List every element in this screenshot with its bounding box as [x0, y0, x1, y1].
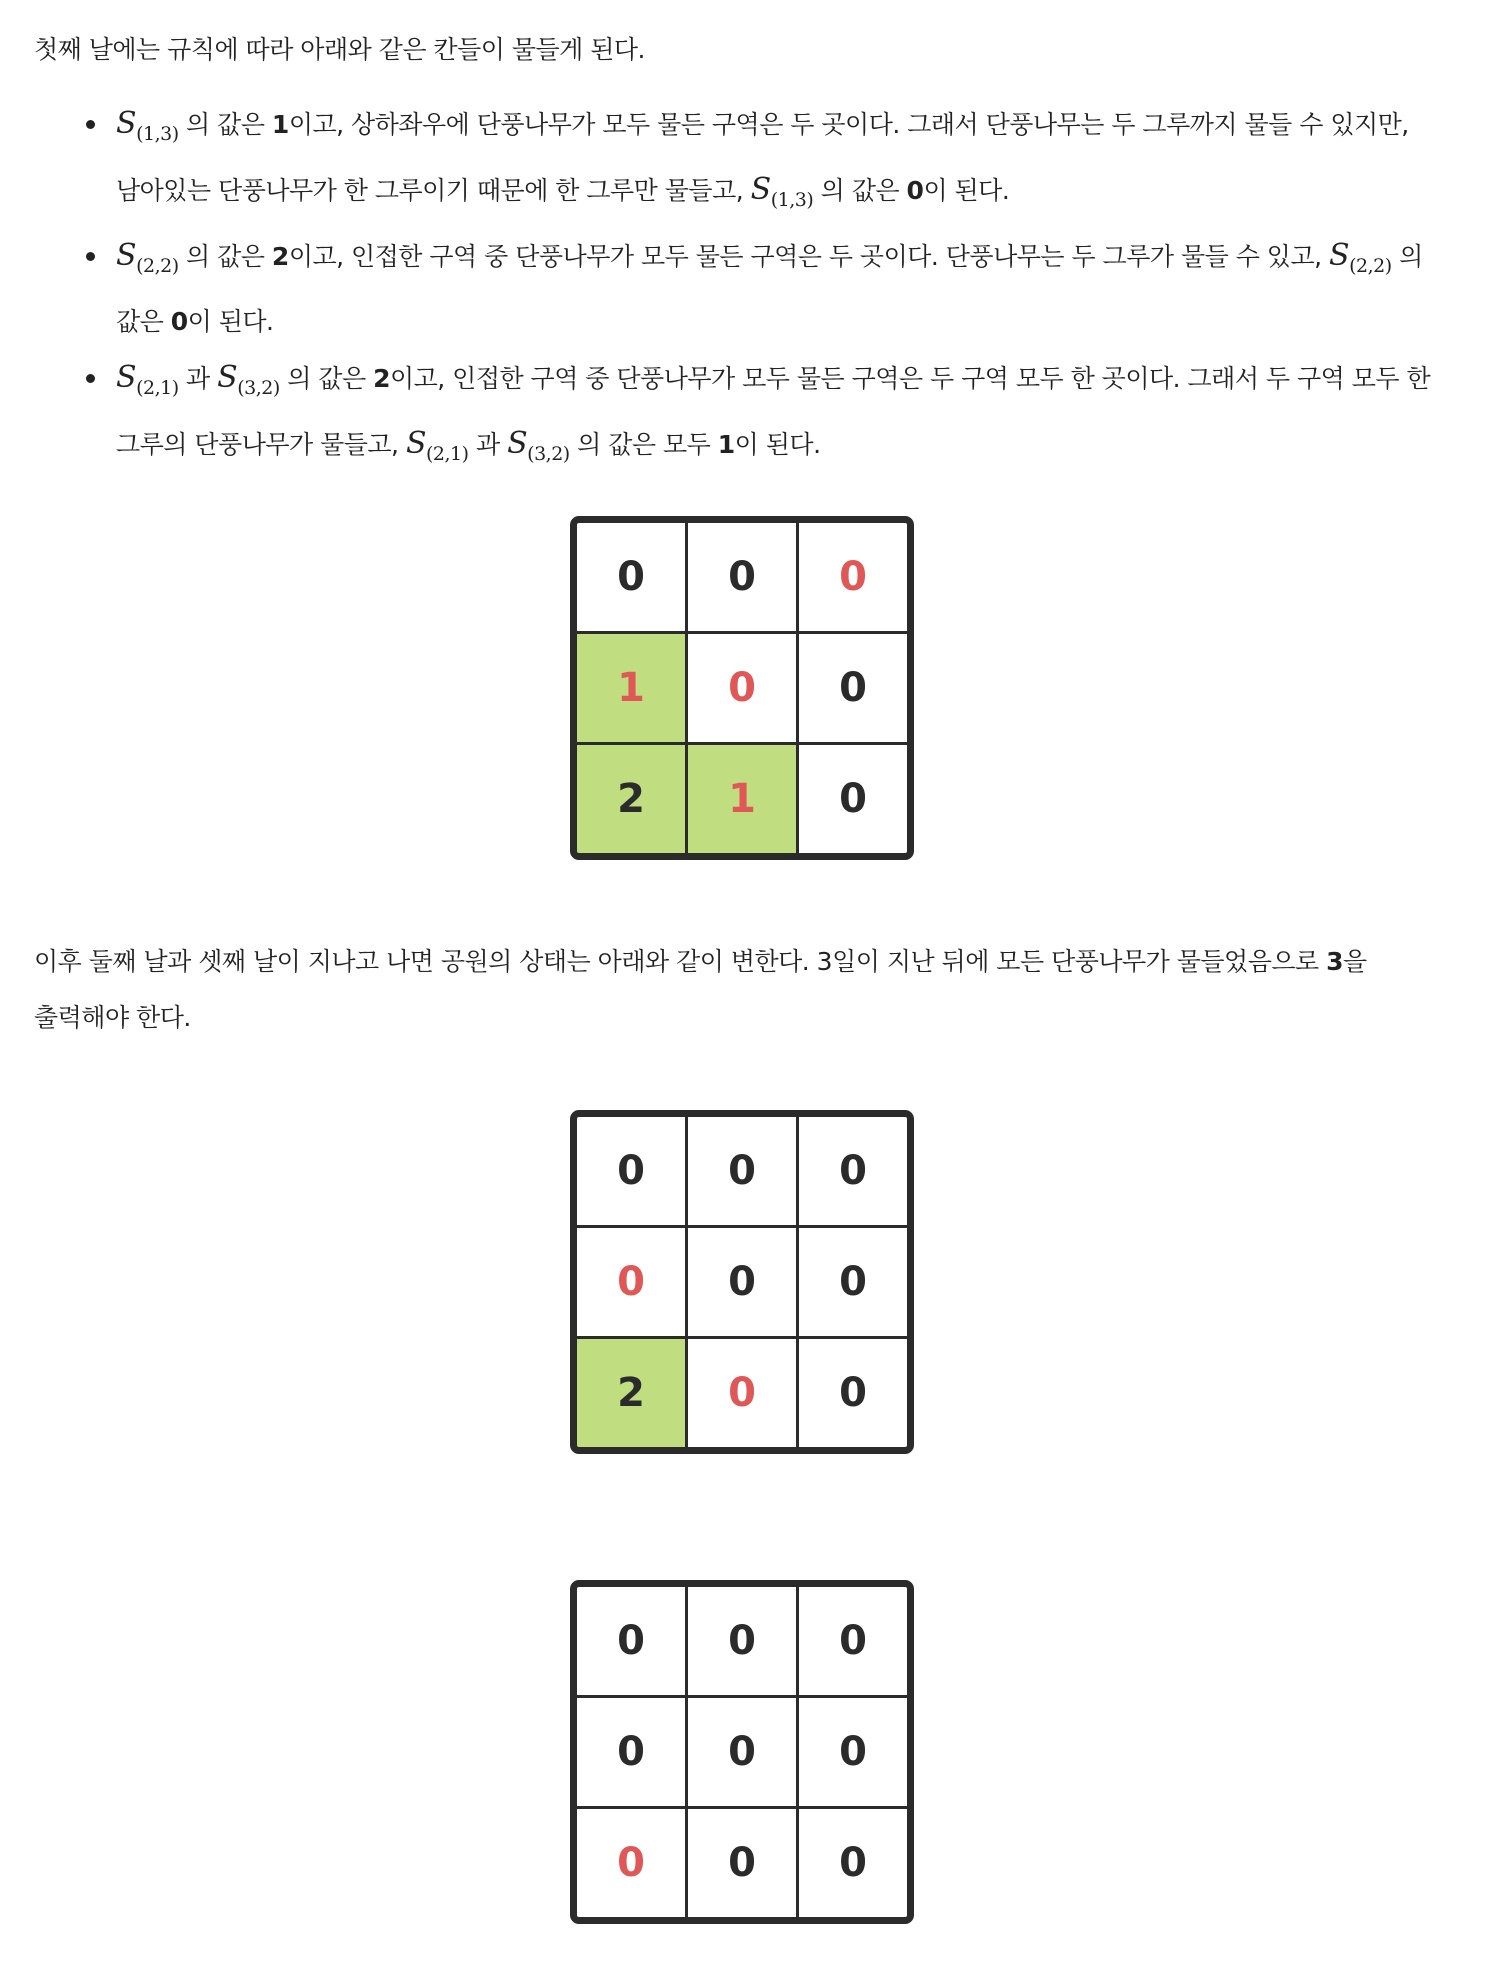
grid-cell: 0 [577, 1117, 685, 1225]
list-item: $S_{(2,1)}$ 과 $S_{(3,2)}$ 의 값은 2이고, 인접한 구역 중 단풍나무가 모두 물든 구역은 두 구역 모두 한 곳이다. 그래서 두 구역 모두 한 그루의 단풍나무가 물들고, $S_{(2,1)}$ 과 $S_{(3,2)}$ 의 값은 모두 1이 된다. [86, 350, 1466, 482]
grid-day-1 [570, 516, 914, 860]
intro-text: 첫째 날에는 규칙에 따라 아래와 같은 칸들이 물들게 된다. [34, 35, 645, 64]
grid-day-3 [570, 1580, 914, 1924]
grid-cell: 0 [799, 1809, 907, 1917]
grid-cell: 0 [799, 745, 907, 853]
grid-cell: 0 [799, 523, 907, 631]
grid-cell: 0 [688, 1698, 796, 1806]
grid-day-2 [570, 1110, 914, 1454]
bullet-icon [86, 120, 95, 129]
grid-cell: 0 [799, 634, 907, 742]
explanation-list [86, 96, 1466, 482]
bullet-icon [86, 374, 95, 383]
grid-cell: 0 [577, 1809, 685, 1917]
bullet-icon [86, 252, 95, 261]
grid-cell: 1 [577, 634, 685, 742]
grid-cell: 0 [688, 1809, 796, 1917]
grid-cell: 0 [688, 634, 796, 742]
grid-cell: 0 [799, 1698, 907, 1806]
list-item: $S_{(1,3)}$ 의 값은 1이고, 상하좌우에 단풍나무가 모두 물든 구역은 두 곳이다. 그래서 단풍나무는 두 그루까지 물들 수 있지만, 남아있는 단풍나무가 한 그루이기 때문에 한 그루만 물들고, $S_{(1,3)}$ 의 값은 0이 된다. [86, 96, 1466, 228]
grid-cell: 0 [799, 1587, 907, 1695]
grid-cell: 1 [688, 745, 796, 853]
grid-cell: 0 [799, 1117, 907, 1225]
after-text: 이후 둘째 날과 셋째 날이 지나고 나면 공원의 상태는 아래와 같이 변한다. 3일이 지난 뒤에 모든 단풍나무가 물들었음으로 3을 출력해야 한다. [34, 947, 1367, 1032]
grid-cell: 0 [688, 1339, 796, 1447]
grid-cell: 0 [799, 1339, 907, 1447]
grid-cell: 0 [577, 1698, 685, 1806]
grid-cell: 0 [688, 1587, 796, 1695]
grid-cell: 2 [577, 1339, 685, 1447]
grid-cell: 2 [577, 745, 685, 853]
grid-cell: 0 [688, 1117, 796, 1225]
grid-cell: 0 [577, 523, 685, 631]
grid-cell: 0 [688, 523, 796, 631]
grid-cell: 0 [577, 1228, 685, 1336]
grid-cell: 0 [688, 1228, 796, 1336]
grid-cell: 0 [799, 1228, 907, 1336]
list-item: $S_{(2,2)}$ 의 값은 2이고, 인접한 구역 중 단풍나무가 모두 물든 구역은 두 곳이다. 단풍나무는 두 그루가 물들 수 있고, $S_{(2,2)}$ 의 값은 0이 된다. [86, 228, 1466, 350]
grid-cell: 0 [577, 1587, 685, 1695]
